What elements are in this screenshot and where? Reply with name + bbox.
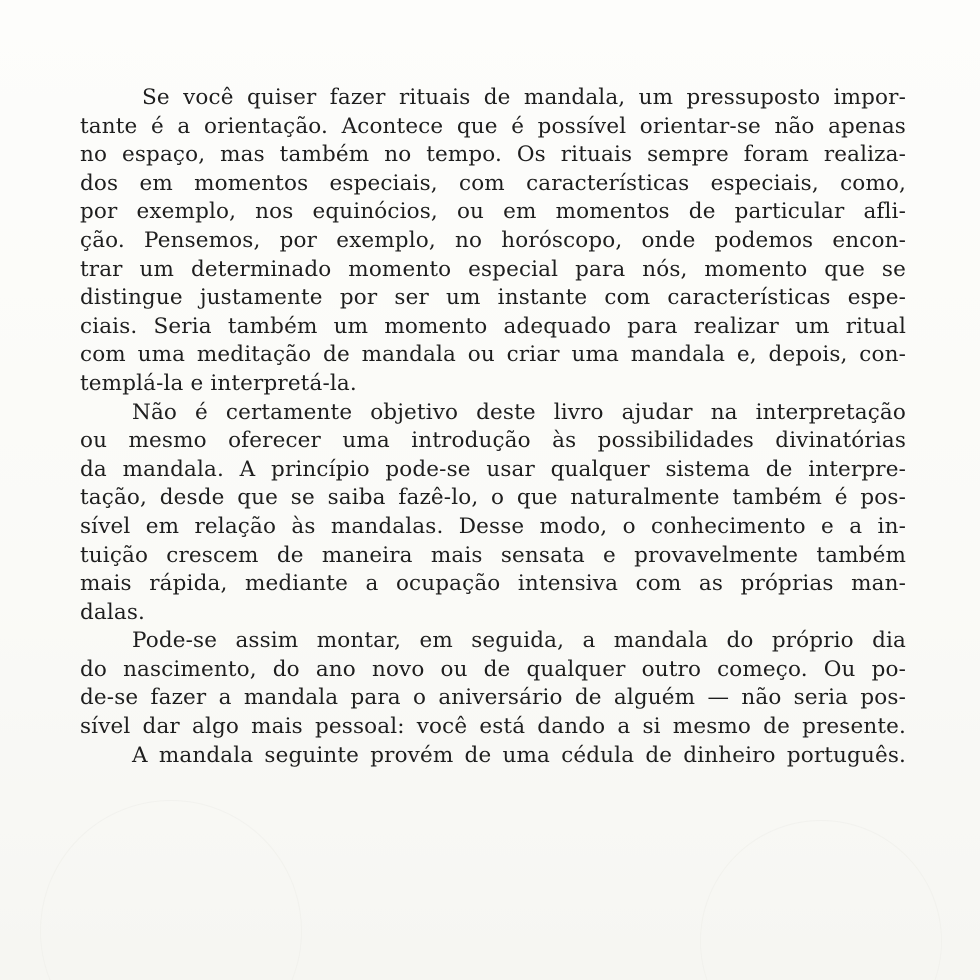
- text-line: Se você quiser fazer rituais de mandala, um pressuposto impor-: [142, 85, 906, 110]
- text-line: mais rápida, mediante a ocupação intensiva com as próprias man-: [80, 571, 906, 597]
- text-line: dalas.: [80, 599, 146, 625]
- text-line: tação, desde que se saiba fazê-lo, o que naturalmente também é pos-: [80, 485, 906, 511]
- paragraph-2: [80, 399, 906, 628]
- text-line: ciais. Seria também um momento adequado para realizar um ritual: [80, 313, 906, 339]
- faint-mandala-show-through: [700, 820, 942, 980]
- text-line: tante é a orientação. Acontece que é possível orientar-se não apenas: [80, 113, 906, 139]
- text-line: de-se fazer a mandala para o aniversário de alguém — não seria pos-: [80, 685, 906, 711]
- text-line: tuição crescem de maneira mais sensata e provavelmente também: [80, 542, 906, 568]
- text-line: sível dar algo mais pessoal: você está dando a si mesmo de presente.: [80, 714, 906, 740]
- text-line: distingue justamente por ser um instante com características espe-: [80, 285, 906, 311]
- text-line: Pode-se assim montar, em seguida, a mandala do próprio dia: [132, 628, 906, 654]
- paragraph-3: [80, 627, 906, 741]
- text-line: A mandala seguinte provém de uma cédula de dinheiro português.: [132, 742, 906, 768]
- paragraph-4: [80, 742, 906, 771]
- paragraph-1: [80, 84, 906, 399]
- text-line: com uma meditação de mandala ou criar uma mandala e, depois, con-: [80, 342, 906, 368]
- text-line: Não é certamente objetivo deste livro ajudar na interpretação: [132, 399, 906, 425]
- text-line: trar um determinado momento especial para nós, momento que se: [80, 256, 906, 282]
- text-line: no espaço, mas também no tempo. Os rituais sempre foram realiza-: [80, 142, 906, 168]
- text-line: sível em relação às mandalas. Desse modo, o conhecimento e a in-: [80, 513, 906, 539]
- body-text: [80, 84, 906, 770]
- text-line: dos em momentos especiais, com características especiais, como,: [80, 170, 906, 196]
- text-line: da mandala. A princípio pode-se usar qualquer sistema de interpre-: [80, 456, 906, 482]
- text-line: ção. Pensemos, por exemplo, no horóscopo, onde podemos encon-: [80, 227, 906, 253]
- text-line: por exemplo, nos equinócios, ou em momentos de particular afli-: [80, 199, 906, 225]
- text-line: do nascimento, do ano novo ou de qualquer outro começo. Ou po-: [80, 656, 906, 682]
- faint-mandala-show-through: [40, 800, 302, 980]
- text-line: templá-la e interpretá-la.: [80, 370, 357, 396]
- text-line: ou mesmo oferecer uma introdução às possibilidades divinatórias: [80, 428, 906, 454]
